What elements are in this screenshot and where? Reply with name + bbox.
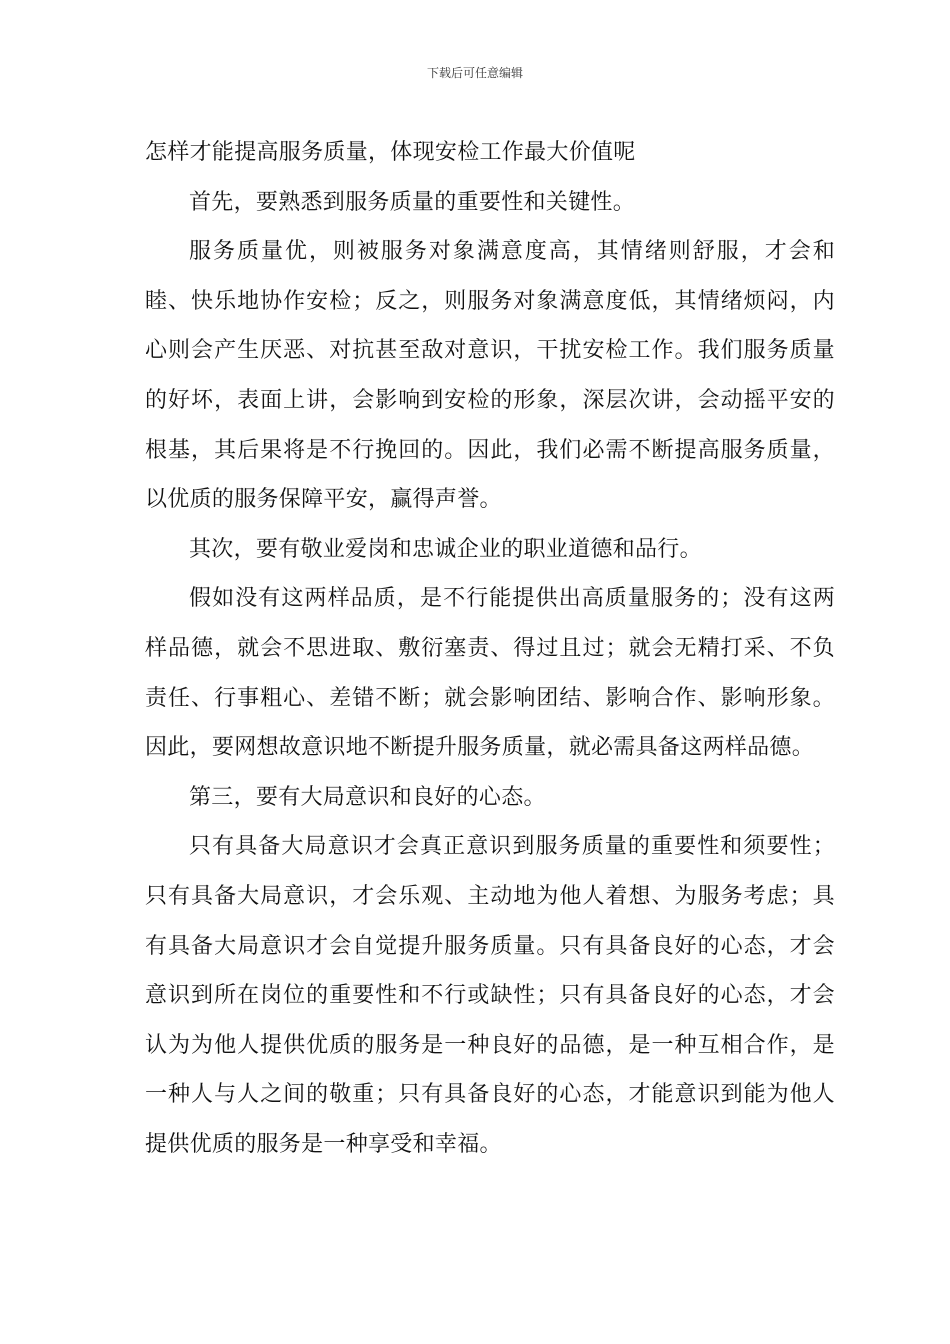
- paragraph-second-point: 其次，要有敬业爱岗和忠诚企业的职业道德和品行。: [189, 536, 702, 562]
- page-header: 下载后可任意编辑: [426, 66, 523, 80]
- paragraph-question: 怎样才能提高服务质量，体现安检工作最大价值呢: [145, 140, 636, 165]
- paragraph-two-qualities: 假如没有这两样品质，是不行能提供出高质量服务的；没有这两样品德，就会不思进取、敷衍塞责、得过且过；就会无精打采、不负责任、行事粗心、差错不断；就会影响团结、影响合作、影响形象。因此，要网想故意识地不断提升服务质量，就必需具备这两样品德。: [145, 586, 835, 761]
- paragraph-big-picture: 只有具备大局意识才会真正意识到服务质量的重要性和须要性；只有具备大局意识，才会乐观、主动地为他人着想、为服务考虑；具有具备大局意识才会自觉提升服务质量。只有具备良好的心态，才会意识到所在岗位的重要性和不行或缺性；只有具备良好的心态，才会认为为他人提供优质的服务是一种良好的品德，是一种互相合作，是一种人与人之间的敬重；只有具备良好的心态，才能意识到能为他人提供优质的服务是一种享受和幸福。: [145, 834, 835, 1157]
- paragraph-service-quality: 服务质量优，则被服务对象满意度高，其情绪则舒服，才会和睦、快乐地协作安检；反之，则服务对象满意度低，其情绪烦闷，内心则会产生厌恶、对抗甚至敌对意识，干扰安检工作。我们服务质量的好坏，表面上讲，会影响到安检的形象，深层次讲，会动摇平安的根基，其后果将是不行挽回的。因此，我们必需不断提高服务质量，以优质的服务保障平安，赢得声誉。: [145, 239, 835, 513]
- paragraph-third-point: 第三，要有大局意识和良好的心态。: [189, 784, 546, 810]
- paragraph-first-point: 首先，要熟悉到服务质量的重要性和关键性。: [189, 189, 636, 215]
- document-body: [145, 128, 835, 1169]
